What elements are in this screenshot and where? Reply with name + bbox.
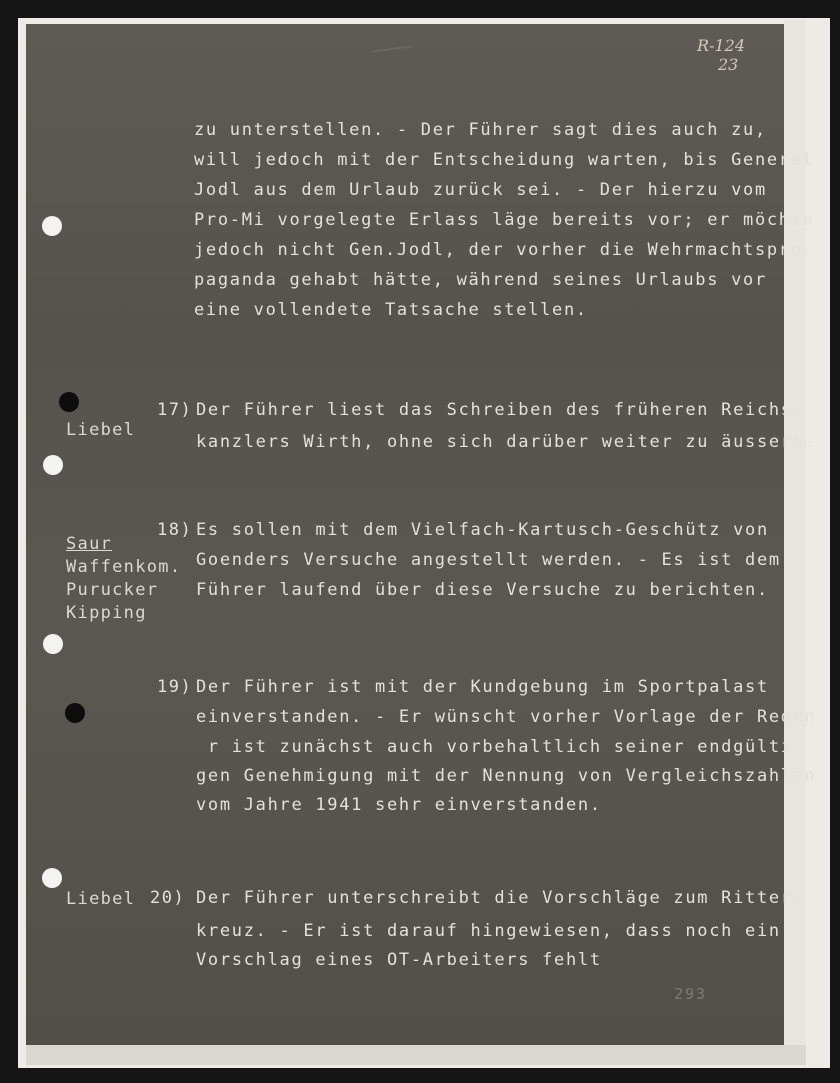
item-number: 19) — [157, 677, 193, 697]
paper-edge-bottom — [26, 1045, 806, 1065]
text-line: eine vollendete Tatsache stellen. — [194, 300, 588, 320]
text-line: Führer laufend über diese Versuche zu berichten. — [196, 580, 769, 600]
punch-hole — [42, 868, 62, 888]
margin-name: Purucker — [66, 580, 159, 600]
margin-name: Kipping — [66, 603, 147, 623]
text-line: Vorschlag eines OT-Arbeiters fehlt — [196, 950, 602, 970]
punch-hole — [43, 634, 63, 654]
item-number: 20) — [150, 888, 186, 908]
punch-hole — [43, 455, 63, 475]
item-20-text — [196, 888, 805, 970]
punch-hole — [42, 216, 62, 236]
punch-hole — [65, 703, 85, 723]
page-number: 293 — [674, 985, 708, 1003]
text-line: Der Führer unterschreibt die Vorschläge zum Ritter- — [196, 888, 805, 908]
text-line: kanzlers Wirth, ohne sich darüber weiter zu äussern. — [196, 432, 817, 452]
item-number: 17) — [157, 400, 193, 420]
margin-name: Waffenkom. — [66, 557, 182, 577]
text-line: zu unterstellen. - Der Führer sagt dies auch zu, — [194, 120, 767, 140]
archive-mark-line1: R-124 — [697, 36, 745, 55]
text-line: Der Führer liest das Schreiben des früheren Reichs- — [196, 400, 805, 420]
text-line: Es sollen mit dem Vielfach-Kartusch-Geschütz von — [196, 520, 769, 540]
text-line: Jodl aus dem Urlaub zurück sei. - Der hierzu vom — [194, 180, 767, 200]
margin-name: Saur — [66, 534, 113, 554]
text-line: vom Jahre 1941 sehr einverstanden. — [196, 795, 602, 815]
text-line: kreuz. - Er ist darauf hingewiesen, dass noch ein — [196, 921, 781, 941]
intro-paragraph — [194, 120, 815, 320]
text-line: paganda gehabt hätte, während seines Urlaubs vor — [194, 270, 767, 290]
item-18-text — [196, 520, 781, 600]
text-line: r ist zunächst auch vorbehaltlich seiner endgülti- — [196, 737, 805, 757]
text-line: Goenders Versuche angestellt werden. - Es ist dem — [196, 550, 781, 570]
text-line: will jedoch mit der Entscheidung warten, bis General — [194, 150, 815, 170]
text-line: Der Führer ist mit der Kundgebung im Sportpalast — [196, 677, 769, 697]
margin-note-item-17 — [66, 419, 135, 442]
archive-mark-line2: 23 — [718, 55, 739, 74]
text-line: einverstanden. - Er wünscht vorher Vorlage der Reden — [196, 707, 817, 727]
margin-note-item-20 — [66, 888, 135, 911]
margin-name: Liebel — [66, 889, 136, 909]
item-17-text — [196, 400, 817, 460]
margin-name: Liebel — [66, 420, 136, 440]
text-line: gen Genehmigung mit der Nennung von Vergleichszahlen — [196, 766, 817, 786]
item-19-text — [196, 677, 817, 815]
punch-hole — [59, 392, 79, 412]
text-line: Pro-Mi vorgelegte Erlass läge bereits vor; er möchte — [194, 210, 815, 230]
text-line: jedoch nicht Gen.Jodl, der vorher die Wehrmachtspro- — [194, 240, 815, 260]
item-number: 18) — [157, 520, 193, 540]
margin-note-item-18 — [66, 533, 181, 625]
